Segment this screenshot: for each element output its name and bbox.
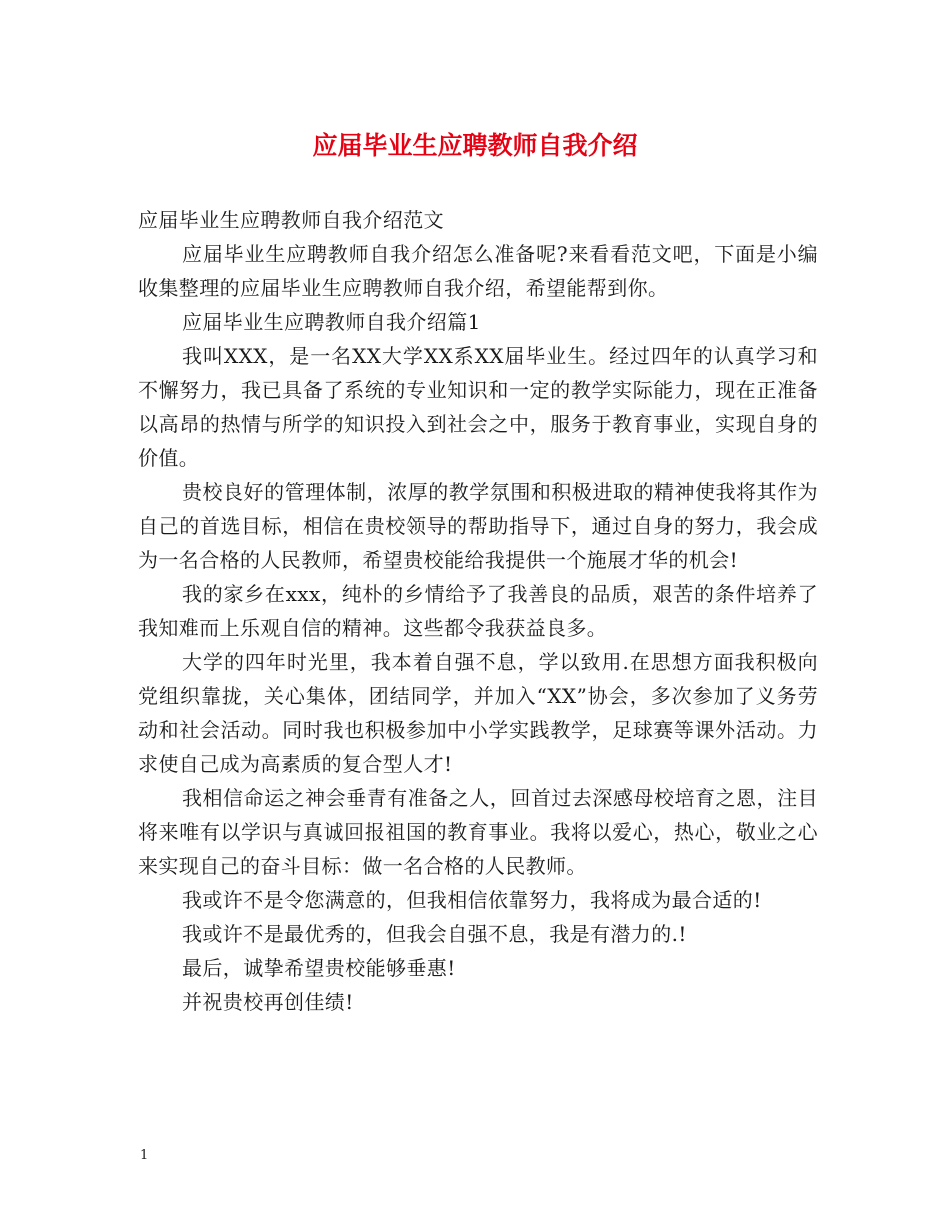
paragraph-subtitle: 应届毕业生应聘教师自我介绍范文	[138, 208, 444, 232]
paragraph-section-heading: 应届毕业生应聘教师自我介绍篇1	[182, 310, 481, 334]
paragraph-school-goal: 贵校良好的管理体制，浓厚的教学氛围和积极进取的精神使我将其作为自己的首选目标，相信在贵校领导的帮助指导下，通过自身的努力，我会成为一名合格的人民教师，希望贵校能给我提供一个施展才华的机会!	[138, 480, 818, 572]
paragraph-intro: 应届毕业生应聘教师自我介绍怎么准备呢?来看看范文吧，下面是小编收集整理的应届毕业生应聘教师自我介绍，希望能帮到你。	[138, 242, 818, 300]
paragraph-wishes: 并祝贵校再创佳绩!	[182, 990, 354, 1014]
paragraph-aspiration: 我相信命运之神会垂青有准备之人，回首过去深感母校培育之恩，注目将来唯有以学识与真诚回报祖国的教育事业。我将以爱心，热心，敬业之心来实现自己的奋斗目标：做一名合格的人民教师。	[138, 786, 818, 878]
paragraph-hometown: 我的家乡在xxx，纯朴的乡情给予了我善良的品质，艰苦的条件培养了我知难而上乐观自信的精神。这些都令我获益良多。	[138, 582, 818, 640]
page-number: 1	[140, 1148, 149, 1163]
paragraph-potential: 我或许不是最优秀的，但我会自强不息，我是有潜力的.!	[182, 922, 687, 946]
document-title: 应届毕业生应聘教师自我介绍	[312, 131, 638, 160]
paragraph-self-intro: 我叫XXX，是一名XX大学XX系XX届毕业生。经过四年的认真学习和不懈努力，我已具备了系统的专业知识和一定的教学实际能力，现在正准备以高昂的热情与所学的知识投入到社会之中，服务于教育事业，实现自身的价值。	[138, 344, 818, 470]
document-body	[138, 203, 818, 1019]
paragraph-closing: 最后，诚挚希望贵校能够垂惠!	[182, 956, 456, 980]
paragraph-university-life: 大学的四年时光里，我本着自强不息，学以致用.在思想方面我积极向党组织靠拢，关心集体，团结同学，并加入“XX”协会，多次参加了义务劳动和社会活动。同时我也积极参加中小学实践教学，足球赛等课外活动。力求使自己成为高素质的复合型人才!	[138, 650, 818, 776]
paragraph-effort: 我或许不是令您满意的，但我相信依靠努力，我将成为最合适的!	[182, 888, 762, 912]
